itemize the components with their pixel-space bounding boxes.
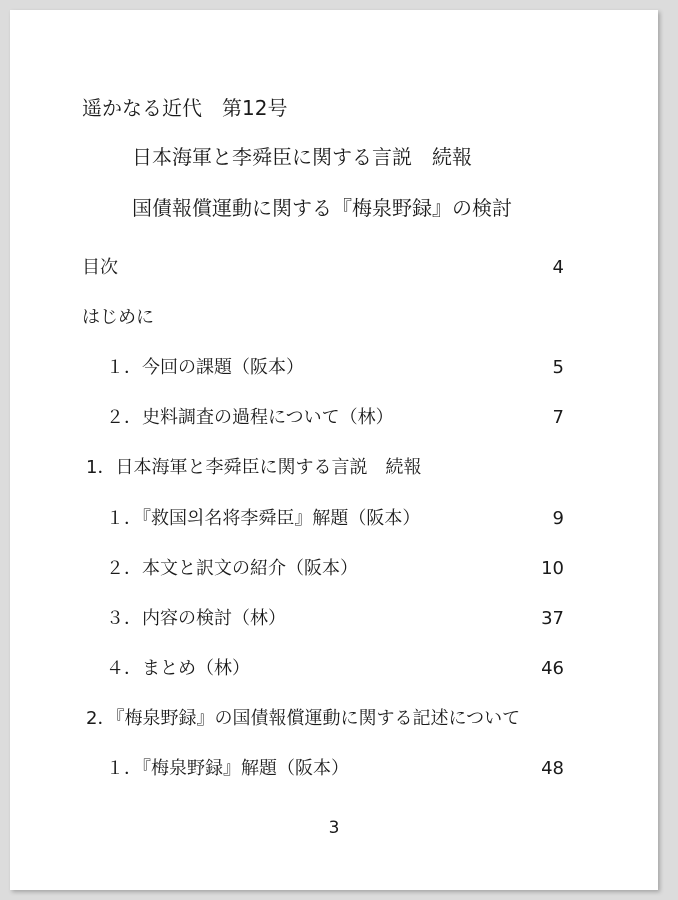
toc-entry-label: ４．まとめ（林）: [106, 658, 250, 679]
toc-entry: [10, 406, 658, 430]
toc-entry: [10, 507, 658, 531]
toc-entry-label: ２．本文と訳文の紹介（阪本）: [106, 558, 358, 579]
journal-title: 遥かなる近代 第12号: [82, 96, 288, 120]
toc-entry-contents: [10, 256, 658, 280]
toc-entry-label: 目次: [82, 257, 118, 278]
toc-entry-label: はじめに: [82, 307, 154, 328]
toc-entry-label: 1．日本海軍と李舜臣に関する言説 続報: [86, 457, 422, 478]
article-title-2: 国債報償運動に関する『梅泉野録』の検討: [132, 196, 512, 220]
toc-entry-label: １．今回の課題（阪本）: [106, 357, 304, 378]
toc-entry: [10, 757, 658, 781]
toc-entry-page: 9: [552, 508, 564, 529]
toc-entry-page: 37: [541, 608, 564, 629]
toc-section-2: [10, 707, 658, 731]
toc-entry-label: 2．『梅泉野録』の国債報償運動に関する記述について: [86, 708, 521, 729]
toc-entry-label: １．『梅泉野録』解題（阪本）: [106, 758, 349, 779]
toc-entry-page: 4: [552, 257, 564, 278]
toc-section-1: [10, 456, 658, 480]
toc-entry-page: 46: [541, 658, 564, 679]
toc-entry-label: ２．史料調査の過程について（林）: [106, 407, 394, 428]
toc-entry: [10, 557, 658, 581]
toc-entry-introduction: [10, 306, 658, 330]
toc-entry-label: １．『救国의名将李舜臣』解題（阪本）: [106, 508, 421, 529]
toc-entry-label: ３．内容の検討（林）: [106, 608, 286, 629]
toc-entry: [10, 356, 658, 380]
page-number-text: 3: [328, 818, 340, 838]
article-title-1: 日本海軍と李舜臣に関する言説 続報: [132, 145, 472, 169]
toc-entry-page: 10: [541, 558, 564, 579]
toc-entry: [10, 657, 658, 681]
page-number: [10, 818, 658, 838]
toc-entry: [10, 607, 658, 631]
document-page: [10, 10, 658, 890]
toc-entry-page: 5: [552, 357, 564, 378]
toc-entry-page: 7: [552, 407, 564, 428]
toc-entry-page: 48: [541, 758, 564, 779]
